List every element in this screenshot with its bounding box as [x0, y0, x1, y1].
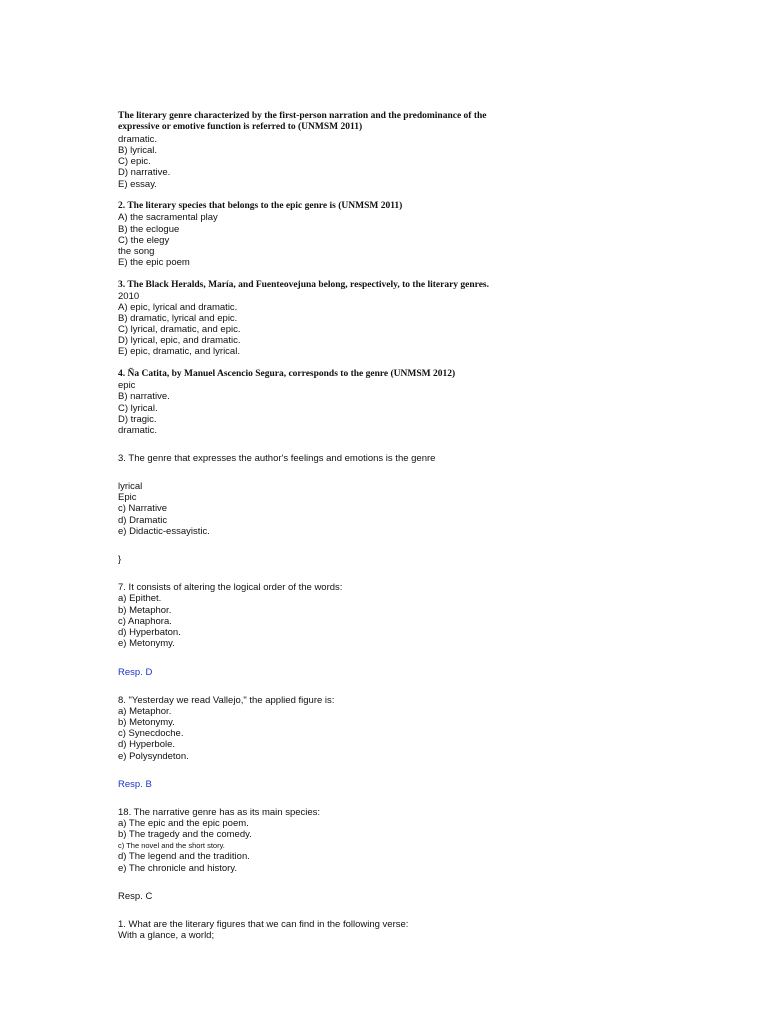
q4-option: C) lyrical.: [118, 403, 158, 414]
q2-option: C) the elegy: [118, 235, 170, 246]
q2-option: A) the sacramental play: [118, 212, 218, 223]
q3-option: D) lyrical, epic, and dramatic.: [118, 335, 241, 346]
q5-option: e) Didactic-essayistic.: [118, 526, 210, 537]
q7-prompt: 7. It consists of altering the logical order of the words:: [118, 582, 343, 593]
q8-option: a) Metaphor.: [118, 706, 172, 717]
q4-option: dramatic.: [118, 425, 158, 436]
q2-prompt: 2. The literary species that belongs to the epic genre is (UNMSM 2011): [118, 201, 403, 211]
q2-option: B) the eclogue: [118, 224, 180, 235]
q3-year: 2010: [118, 291, 140, 302]
q-last-prompt: 1. What are the literary figures that we can find in the following verse:: [118, 919, 409, 930]
q8-option: d) Hyperbole.: [118, 739, 176, 750]
q5-option: Epic: [118, 492, 137, 503]
q4-option: B) narrative.: [118, 391, 170, 402]
q-last-verse: With a glance, a world;: [118, 930, 215, 941]
stray-brace: }: [118, 554, 122, 565]
q5-option: d) Dramatic: [118, 515, 168, 526]
q3-prompt: 3. The Black Heralds, María, and Fuenteovejuna belong, respectively, to the literary genres.: [118, 280, 489, 290]
q18-option: c) The novel and the short story.: [118, 841, 225, 850]
q1-option: E) essay.: [118, 179, 157, 190]
q7-option: b) Metaphor.: [118, 605, 172, 616]
q5-prompt: 3. The genre that expresses the author's feelings and emotions is the genre: [118, 453, 436, 464]
q8-option: b) Metonymy.: [118, 717, 175, 728]
q7-option: a) Epithet.: [118, 593, 162, 604]
q4-option: epic: [118, 380, 136, 391]
q1-prompt-line1: The literary genre characterized by the first-person narration and the predominance of the: [118, 111, 487, 121]
q3-option: C) lyrical, dramatic, and epic.: [118, 324, 241, 335]
q18-answer: Resp. C: [118, 891, 153, 902]
q2-option: E) the epic poem: [118, 257, 190, 268]
q1-option: dramatic.: [118, 134, 158, 145]
q1-prompt-line2: expressive or emotive function is referred to (UNMSM 2011): [118, 122, 363, 132]
q1-option: B) lyrical.: [118, 145, 158, 156]
q18-option: e) The chronicle and history.: [118, 863, 237, 874]
q8-prompt: 8. "Yesterday we read Vallejo," the applied figure is:: [118, 695, 335, 706]
q7-option: c) Anaphora.: [118, 616, 172, 627]
q7-option: e) Metonymy.: [118, 638, 175, 649]
q18-prompt: 18. The narrative genre has as its main species:: [118, 807, 321, 818]
q5-option: lyrical: [118, 481, 143, 492]
q18-option: d) The legend and the tradition.: [118, 851, 250, 862]
q8-answer: Resp. B: [118, 779, 152, 790]
q1-option: D) narrative.: [118, 167, 171, 178]
q4-option: D) tragic.: [118, 414, 157, 425]
q8-option: c) Synecdoche.: [118, 728, 184, 739]
q18-option: b) The tragedy and the comedy.: [118, 829, 252, 840]
q5-option: c) Narrative: [118, 503, 168, 514]
q18-option: a) The epic and the epic poem.: [118, 818, 249, 829]
q2-option: the song: [118, 246, 155, 257]
q3-option: B) dramatic, lyrical and epic.: [118, 313, 238, 324]
q3-option: A) epic, lyrical and dramatic.: [118, 302, 238, 313]
q8-option: e) Polysyndeton.: [118, 751, 189, 762]
q4-prompt: 4. Ña Catita, by Manuel Ascencio Segura, corresponds to the genre (UNMSM 2012): [118, 369, 456, 379]
q7-option: d) Hyperbaton.: [118, 627, 181, 638]
q1-option: C) epic.: [118, 156, 151, 167]
q7-answer: Resp. D: [118, 667, 153, 678]
q3-option: E) epic, dramatic, and lyrical.: [118, 346, 240, 357]
